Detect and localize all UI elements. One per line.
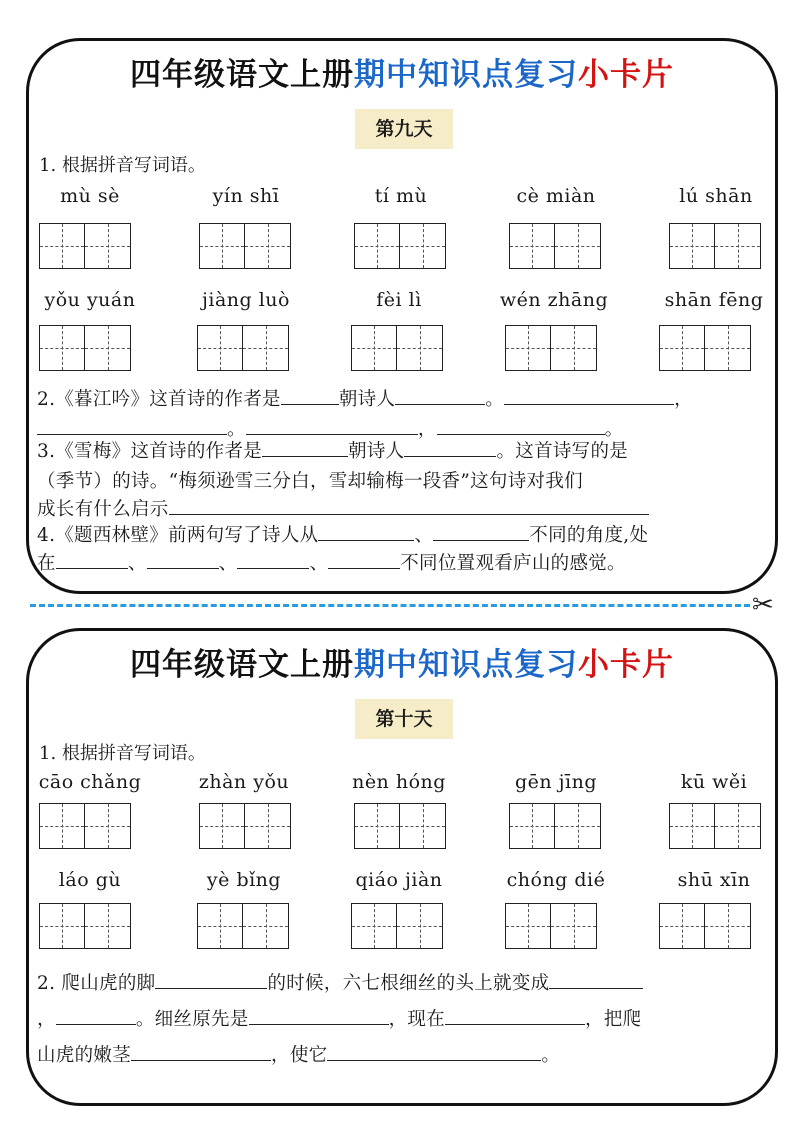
writing-grid[interactable] [354,803,446,849]
pinyin-item: fèi lì [376,289,422,311]
cut-line [30,604,750,607]
pinyin-item: gēn jīng [514,771,598,793]
answer-blank[interactable] [395,386,485,405]
question-3-line3 [37,495,649,521]
q4-text-b: 、 [414,525,434,546]
pinyin-item: yè bǐng [206,869,282,891]
writing-grid[interactable] [505,325,597,371]
answer-blank[interactable] [445,1006,585,1025]
pinyin-item: cāo chǎng [38,771,142,793]
answer-blank[interactable] [147,550,219,569]
writing-grid[interactable] [509,223,601,269]
answer-blank[interactable] [37,416,227,435]
title-card: 小卡片 [578,647,674,683]
q2-text-b: 朝诗人 [338,389,396,410]
q2-text-a: 2. 爬山虎的脚 [37,973,156,994]
q2-text-c: ， [37,1009,56,1030]
pinyin-item: shān fēng [664,289,764,311]
writing-grid[interactable] [197,903,289,949]
answer-blank[interactable] [262,438,348,457]
q2-text-d: ， [674,389,693,410]
pinyin-item: chóng dié [506,869,606,891]
pinyin-item: cè miàn [516,185,596,207]
writing-grid[interactable] [39,803,131,849]
title-midterm: 期中知识点复习 [354,647,578,683]
writing-grid[interactable] [197,325,289,371]
writing-grid[interactable] [351,325,443,371]
writing-grid[interactable] [669,223,761,269]
answer-blank[interactable] [237,550,309,569]
writing-grid[interactable] [199,803,291,849]
pinyin-item: nèn hóng [352,771,446,793]
answer-blank[interactable] [249,1006,389,1025]
q4-sep: 、 [127,553,147,574]
question-4-line2 [37,549,626,575]
q2-text-f: 。 [227,419,246,440]
writing-grid[interactable] [509,803,601,849]
answer-blank[interactable] [437,416,605,435]
answer-blank[interactable] [549,970,643,989]
q4-sep: 、 [218,553,238,574]
question-2-line3 [37,1041,560,1067]
q2-text-a: 2.《暮江吟》这首诗的作者是 [37,389,281,410]
q3-text-c: 。这首诗写的是 [496,441,629,462]
writing-grid[interactable] [659,903,751,949]
answer-blank[interactable] [155,970,267,989]
title-grade: 四年级语文上册 [130,647,354,683]
q2-text-f: ，把爬 [585,1009,642,1030]
question-1-label: 1. 根据拼音写词语。 [39,743,206,764]
answer-blank[interactable] [433,522,529,541]
q2-text-h: ，使它 [271,1045,328,1066]
q2-text-g: 。 [604,419,624,440]
writing-grid[interactable] [669,803,761,849]
q4-text-a: 4.《题西林壁》前两句写了诗人从 [37,525,319,546]
card-title [29,49,775,94]
writing-grid[interactable] [354,223,446,269]
q3-text-b: 朝诗人 [348,441,405,462]
answer-blank[interactable] [56,550,128,569]
pinyin-item: wén zhāng [499,289,609,311]
q3-text-line3: 成长有什么启示 [37,499,169,520]
answer-blank[interactable] [504,386,674,405]
question-2 [37,969,643,995]
review-card-day9 [26,38,778,594]
card-title [29,639,775,684]
q3-text-a: 3.《雪梅》这首诗的作者是 [37,441,263,462]
writing-grid[interactable] [39,223,131,269]
pinyin-item: lú shān [679,185,753,207]
writing-grid[interactable] [659,325,751,371]
q4-text-c: 不同的角度,处 [529,525,649,546]
q2-text-g: 山虎的嫩茎 [37,1045,132,1066]
writing-grid[interactable] [39,903,131,949]
pinyin-item: yín shī [212,185,280,207]
writing-grid[interactable] [39,325,131,371]
pinyin-item: shū xīn [677,869,751,891]
pinyin-item: qiáo jiàn [355,869,443,891]
q2-text-e: ，现在 [388,1009,446,1030]
pinyin-item: kū wěi [680,771,748,793]
question-1-label: 1. 根据拼音写词语。 [39,155,206,176]
question-2 [37,385,693,411]
answer-blank[interactable] [404,438,496,457]
pinyin-item: tí mù [374,185,428,207]
answer-blank[interactable] [327,1042,541,1061]
title-grade: 四年级语文上册 [130,57,354,93]
answer-blank[interactable] [281,386,339,405]
q2-text-d: 。细丝原先是 [135,1009,249,1030]
answer-blank[interactable] [131,1042,271,1061]
q2-text-e: ， [417,419,437,440]
pinyin-item: zhàn yǒu [198,771,290,793]
q4-text-e: 不同位置观看庐山的感觉。 [400,553,626,574]
day-badge: 第十天 [355,699,453,739]
writing-grid[interactable] [351,903,443,949]
q2-text-i: 。 [541,1045,561,1066]
scissors-icon: ✂ [752,590,774,620]
question-3-line2: （季节）的诗。“梅须逊雪三分白，雪却输梅一段香”这句诗对我们 [37,471,583,492]
pinyin-item: láo gù [58,869,122,891]
question-3 [37,437,628,463]
answer-blank[interactable] [318,522,414,541]
pinyin-item: yǒu yuán [44,289,136,311]
answer-blank[interactable] [246,416,418,435]
pinyin-item: mù sè [60,185,120,207]
question-2-line2 [37,1005,641,1031]
writing-grid[interactable] [199,223,291,269]
q2-text-c: 。 [485,389,505,410]
review-card-day10 [26,628,778,1106]
q2-text-b: 的时候，六七根细丝的头上就变成 [267,973,550,994]
writing-grid[interactable] [505,903,597,949]
title-midterm: 期中知识点复习 [354,57,578,93]
title-card: 小卡片 [578,57,674,93]
question-4 [37,521,648,547]
q4-sep: 、 [309,553,329,574]
answer-blank[interactable] [169,496,649,515]
answer-blank[interactable] [56,1006,136,1025]
q4-text-d: 在 [37,553,56,574]
answer-blank[interactable] [328,550,400,569]
day-badge: 第九天 [355,109,453,149]
pinyin-item: jiàng luò [202,289,290,311]
